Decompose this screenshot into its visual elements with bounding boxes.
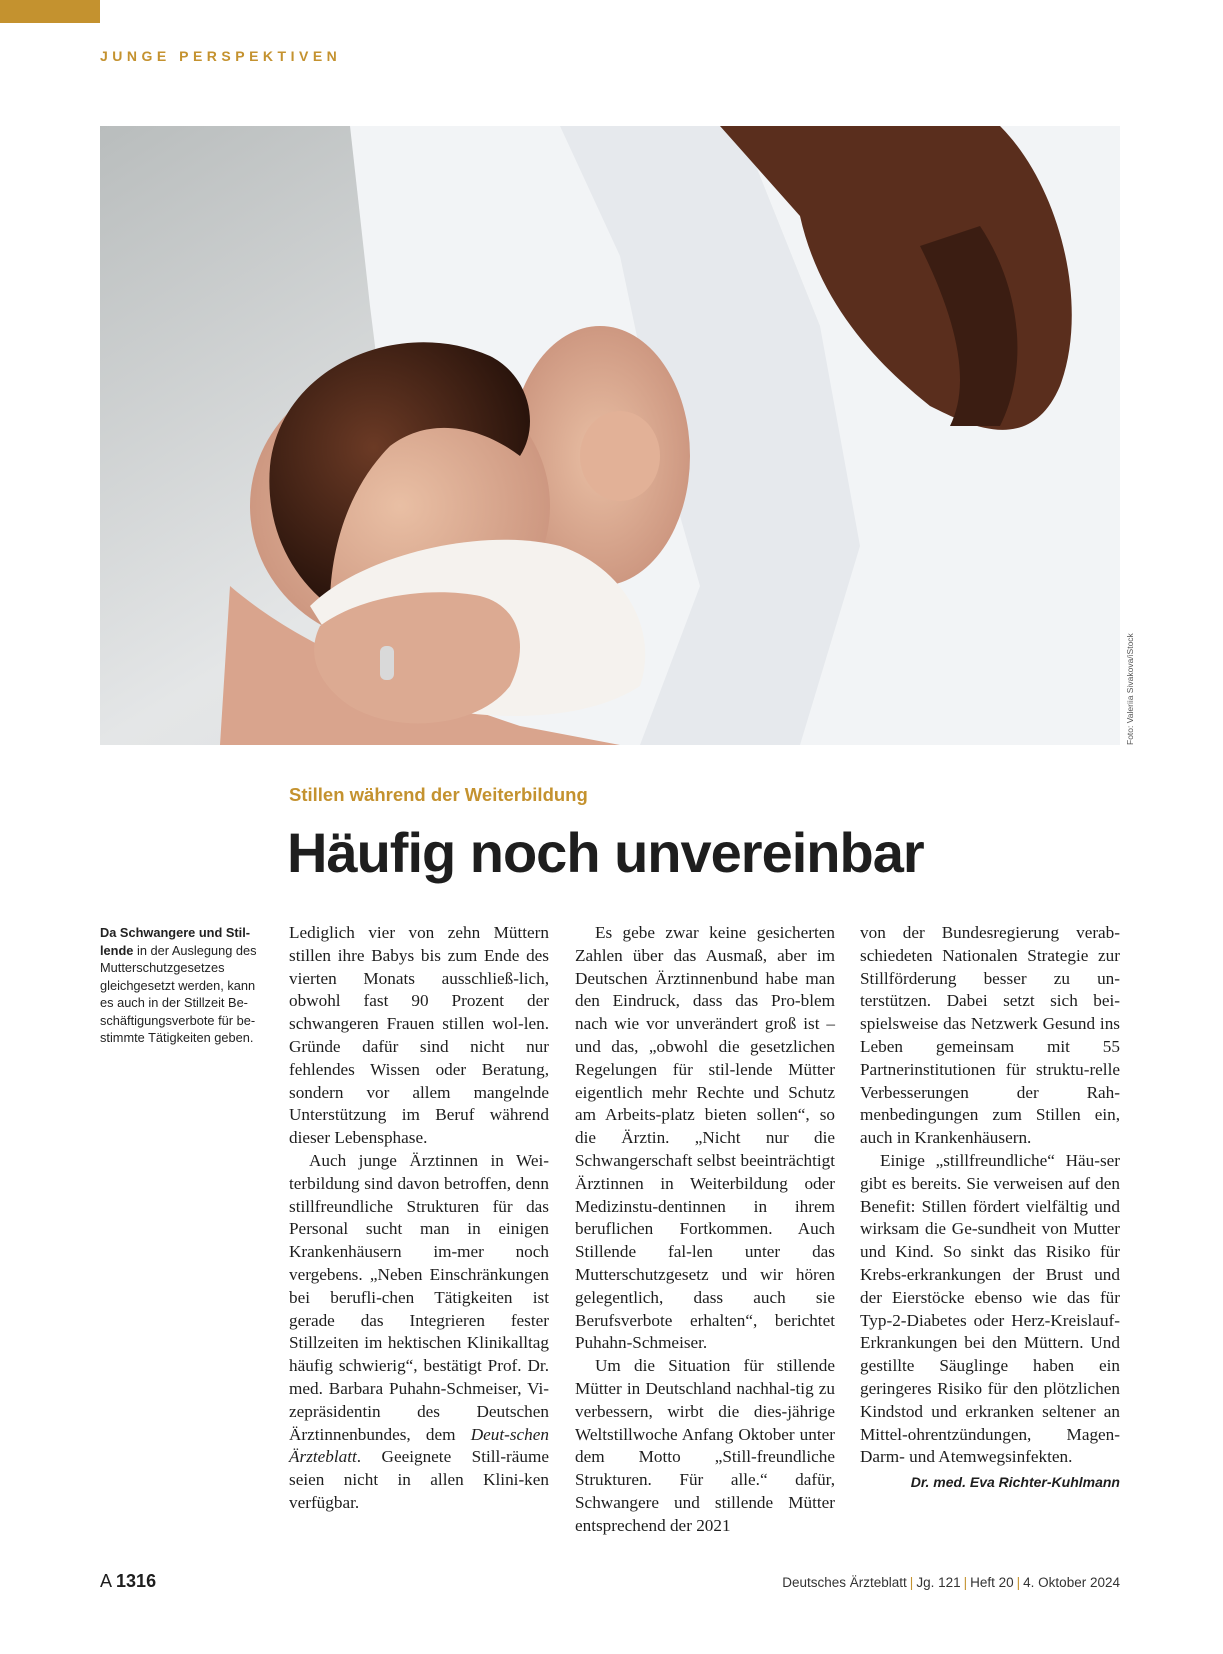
separator: | [1016, 1575, 1021, 1590]
article-column-1 [289, 922, 549, 1515]
issue-date: 4. Oktober 2024 [1023, 1575, 1120, 1590]
page-prefix: A [100, 1571, 112, 1591]
paragraph: Einige „stillfreundliche“ Häu-ser gibt es bereits. Sie verweisen auf den Benefit: Stillen fördert vielfältig und wirksam die Ge-sundheit von Mutter und Kind. So sinkt das Risiko für Krebs-erkrankungen der Brust und der Eierstöcke ebenso wie das für Typ-2-Diabetes oder Herz-Kreislauf-Erkrankungen bei den Müttern. Und gestillte Säuglinge haben ein geringeres Risiko für den plötzlichen Kindstod und erkranken seltener an Mittel-ohrentzündungen, Magen-Darm- und Atemwegsinfekten. [860, 1150, 1120, 1467]
article-column-2 [575, 922, 835, 1538]
paragraph: Es gebe zwar keine gesicherten Zahlen über das Ausmaß, aber im Deutschen Ärztinnenbund habe man den Eindruck, dass das Pro-blem nach wie vor unverändert groß ist – und das, „obwohl die gesetzlichen Regelungen für stil-lende Mütter eigentlich mehr Rechte und Schutz am Arbeits-platz bieten sollen“, so die Ärztin. „Nicht nur die Schwangerschaft selbst beeinträchtigt Ärztinnen in Weiterbildung oder Medizinstu-dentinnen in ihrem beruflichen Fortkommen. Auch Stillende fal-len unter das Mutterschutzgesetz und wir hören gelegentlich, dass auch sie Berufsverbote erhalten“, berichtet Puhahn-Schmeiser. [575, 923, 835, 1353]
article-photo [100, 126, 1120, 745]
paragraph-text: . Geeignete Still-räume seien nicht in allen Klini-ken verfügbar. [289, 1447, 549, 1512]
article-kicker: Stillen während der Weiterbildung [289, 784, 588, 805]
breastfeeding-photo-illustration [100, 126, 1120, 745]
article-headline: Häufig noch unvereinbar [287, 821, 924, 884]
paragraph [289, 1150, 549, 1515]
paragraph: Lediglich vier von zehn Müttern stillen ihre Babys bis zum Ende des vierten Monats ausschließ-lich, obwohl fast 90 Prozent der schwangeren Frauen stillen wol-len. Gründe dafür sind nicht nur fehlendes Wissen oder Beratung, sondern vor allem mangelnde Unterstützung im Beruf während dieser Lebensphase. [289, 923, 549, 1148]
paragraph-text: Auch junge Ärztinnen in Wei-terbildung sind davon betroffen, denn stillfreundliche Strukturen für das Personal sucht man in einigen Krankenhäusern im-mer noch vergebens. „Neben Einschränkungen bei berufli-chen Tätigkeiten ist gerade das Integrieren fester Stillzeiten im hektischen Klinikalltag häufig schwierig“, bestätigt Prof. Dr. med. Barbara Puhahn-Schmeiser, Vi-zepräsidentin des Deutschen Ärztinnenbundes, dem [289, 1150, 549, 1444]
author-byline: Dr. med. Eva Richter-Kuhlmann [910, 1474, 1120, 1491]
sidebar-note-bold: Da Schwangere und Stil-lende [100, 925, 251, 958]
section-label: JUNGE PERSPEKTIVEN [100, 48, 342, 64]
separator: | [909, 1575, 914, 1590]
sidebar-note-text: in der Auslegung des Mutterschutzgesetzes gleichgesetzt werden, kann es auch in der Stillzeit Be-schäftigungsverbote für be-stimmte Tätigkeiten geben. [100, 942, 257, 1045]
page-number [100, 1571, 156, 1592]
sidebar-note [100, 924, 266, 1047]
issue: Heft 20 [970, 1575, 1014, 1590]
photo-credit: Foto: Valeriia Sivakova/iStock [1125, 633, 1135, 745]
footer-citation [782, 1575, 1120, 1590]
article-column-3 [860, 922, 1120, 1494]
accent-bar [0, 0, 100, 23]
separator: | [963, 1575, 968, 1590]
paragraph: von der Bundesregierung verab-schiedeten Nationalen Strategie zur Stillförderung besser zu un-terstützen. Dabei setzt sich bei-spielsweise das Netzwerk Gesund ins Leben gemeinsam mit 55 Partnerinstitutionen für struktu-relle Verbesserungen der Rah-menbedingungen zum Stillen ein, auch in Krankenhäusern. [860, 923, 1120, 1148]
publication-name: Deut-schen Ärzteblatt [289, 1424, 549, 1467]
paragraph: Um die Situation für stillende Mütter in Deutschland nachhal-tig zu verbessern, wirbt die dies-jährige Weltstillwoche Anfang Oktober unter dem Motto „Still-freundliche Strukturen. Für alle.“ dafür, Schwangere und stillende Mütter entsprechend der 2021 [575, 1356, 835, 1535]
volume: Jg. 121 [916, 1575, 961, 1590]
journal-name: Deutsches Ärzteblatt [782, 1575, 907, 1590]
page-number-value: 1316 [116, 1571, 157, 1591]
